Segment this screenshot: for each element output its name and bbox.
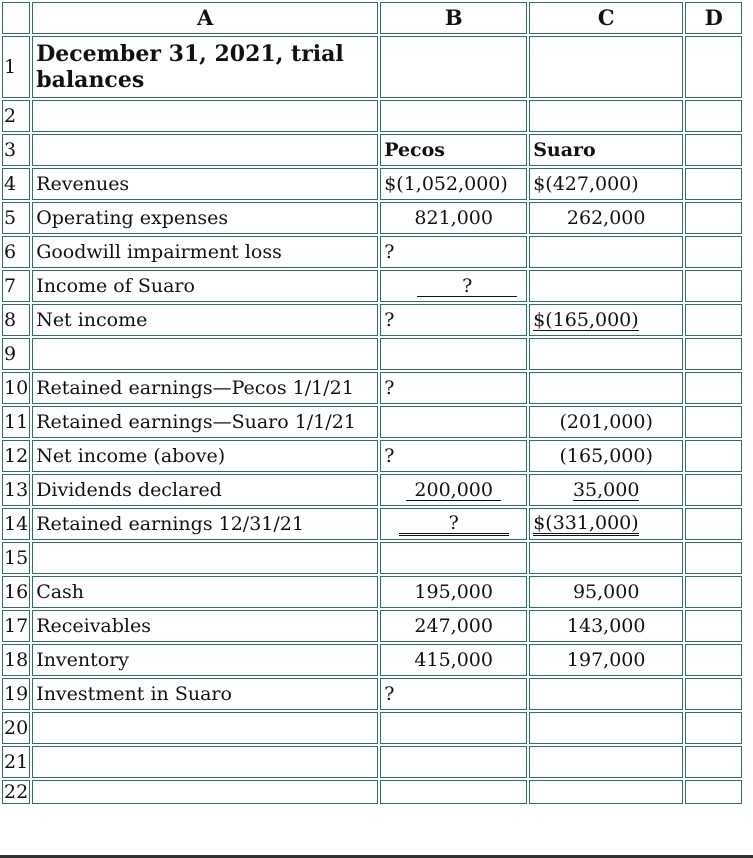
cell-b[interactable]: [380, 508, 527, 540]
cell-d[interactable]: [685, 202, 742, 234]
row-number[interactable]: 4: [2, 168, 30, 200]
table-row: [2, 236, 742, 268]
cell-a[interactable]: Retained earnings—Suaro 1/1/21: [32, 406, 378, 438]
cell-c[interactable]: [529, 236, 683, 268]
cell-d[interactable]: [685, 100, 742, 132]
underlined-value: 35,000: [572, 479, 640, 501]
cell-a[interactable]: Income of Suaro: [32, 270, 378, 302]
row-number[interactable]: 17: [2, 610, 30, 642]
cell-a[interactable]: [32, 100, 378, 132]
cell-a[interactable]: Receivables: [32, 610, 378, 642]
table-row: [2, 576, 742, 608]
cell-b[interactable]: ?: [380, 678, 527, 710]
cell-d[interactable]: [685, 270, 742, 302]
row-number[interactable]: 11: [2, 406, 30, 438]
row-number[interactable]: 9: [2, 338, 30, 370]
cell-d[interactable]: [685, 406, 742, 438]
row-number[interactable]: 5: [2, 202, 30, 234]
cell-c[interactable]: [529, 338, 683, 370]
row-number[interactable]: 13: [2, 474, 30, 506]
row-number[interactable]: 6: [2, 236, 30, 268]
cell-c[interactable]: [529, 304, 683, 336]
column-header-a[interactable]: A: [32, 2, 378, 34]
cell-b[interactable]: [380, 338, 527, 370]
cell-c[interactable]: [529, 508, 683, 540]
row-number[interactable]: 7: [2, 270, 30, 302]
corner-cell[interactable]: [2, 2, 30, 34]
cell-b[interactable]: [380, 474, 527, 506]
row-number[interactable]: 21: [2, 746, 30, 778]
cell-c[interactable]: [529, 372, 683, 404]
cell-a[interactable]: [32, 134, 378, 166]
cell-d[interactable]: [685, 236, 742, 268]
cell-d[interactable]: [685, 134, 742, 166]
cell-c[interactable]: [529, 270, 683, 302]
row-number[interactable]: 10: [2, 372, 30, 404]
cell-a[interactable]: [32, 542, 378, 574]
column-header-c[interactable]: C: [529, 2, 683, 34]
underlined-value: 200,000: [406, 480, 501, 501]
cell-a[interactable]: [32, 338, 378, 370]
double-underlined-value: $(331,000): [533, 512, 639, 534]
cell-b[interactable]: [380, 270, 527, 302]
table-row: [2, 508, 742, 540]
table-row: [2, 542, 742, 574]
table-row: [2, 440, 742, 472]
cell-d[interactable]: [685, 780, 742, 804]
row-number[interactable]: 8: [2, 304, 30, 336]
column-header-row: [2, 2, 742, 34]
cell-b[interactable]: 821,000: [380, 202, 527, 234]
cell-a[interactable]: Retained earnings 12/31/21: [32, 508, 378, 540]
cell-b[interactable]: 247,000: [380, 610, 527, 642]
cell-a[interactable]: [32, 780, 378, 804]
cell-a[interactable]: Inventory: [32, 644, 378, 676]
row-number[interactable]: 20: [2, 712, 30, 744]
cell-a[interactable]: Goodwill impairment loss: [32, 236, 378, 268]
row-number[interactable]: 14: [2, 508, 30, 540]
cell-c[interactable]: [529, 780, 683, 804]
cell-b[interactable]: [380, 780, 527, 804]
row-number[interactable]: 12: [2, 440, 30, 472]
cell-b[interactable]: [380, 100, 527, 132]
table-row: [2, 36, 742, 98]
cell-d[interactable]: [685, 474, 742, 506]
cell-c[interactable]: [529, 100, 683, 132]
cell-a[interactable]: Net income (above): [32, 440, 378, 472]
row-number[interactable]: 22: [4, 781, 29, 803]
cell-a[interactable]: Operating expenses: [32, 202, 378, 234]
cell-c[interactable]: [529, 474, 683, 506]
cell-d[interactable]: [685, 36, 742, 98]
column-header-b[interactable]: B: [380, 2, 527, 34]
cell-c[interactable]: 262,000: [529, 202, 683, 234]
column-header-d[interactable]: D: [685, 2, 742, 34]
cell-d[interactable]: [685, 644, 742, 676]
cell-b[interactable]: [380, 406, 527, 438]
row-number[interactable]: 3: [2, 134, 30, 166]
table-row: [2, 338, 742, 370]
cell-c[interactable]: 95,000: [529, 576, 683, 608]
cell-b[interactable]: [380, 746, 527, 778]
row-number[interactable]: 15: [2, 542, 30, 574]
underlined-value: ?: [417, 276, 517, 297]
table-row: [2, 406, 742, 438]
table-row: [2, 372, 742, 404]
cell-c[interactable]: $(427,000): [529, 168, 683, 200]
cell-b[interactable]: ?: [380, 372, 527, 404]
cell-a[interactable]: Retained earnings—Pecos 1/1/21: [32, 372, 378, 404]
cell-c[interactable]: 197,000: [529, 644, 683, 676]
row-number[interactable]: 18: [2, 644, 30, 676]
header-pecos[interactable]: Pecos: [380, 134, 527, 166]
cell-d[interactable]: [685, 712, 742, 744]
cell-d[interactable]: [685, 168, 742, 200]
cell-a[interactable]: [32, 712, 378, 744]
cell-d[interactable]: [685, 338, 742, 370]
row-number[interactable]: 1: [2, 36, 30, 98]
table-row: [2, 134, 742, 166]
cell-d[interactable]: [685, 372, 742, 404]
cell-d[interactable]: [685, 542, 742, 574]
table-row: [2, 474, 742, 506]
row-number[interactable]: 19: [2, 678, 30, 710]
row-number[interactable]: 16: [2, 576, 30, 608]
cell-d[interactable]: [685, 746, 742, 778]
title-cell[interactable]: December 31, 2021, trial balances: [32, 36, 378, 98]
cell-a[interactable]: Investment in Suaro: [32, 678, 378, 710]
cell-d[interactable]: [685, 440, 742, 472]
cell-a[interactable]: Revenues: [32, 168, 378, 200]
cell-b[interactable]: [380, 36, 527, 98]
cell-d[interactable]: [685, 576, 742, 608]
table-row: [2, 100, 742, 132]
cell-c[interactable]: [529, 36, 683, 98]
cell-c[interactable]: (201,000): [529, 406, 683, 438]
table-row: [2, 712, 742, 744]
table-row: [2, 610, 742, 642]
cell-d[interactable]: [685, 304, 742, 336]
cell-d[interactable]: [685, 508, 742, 540]
table-row: [2, 168, 742, 200]
cell-b[interactable]: ?: [380, 440, 527, 472]
cell-a[interactable]: Dividends declared: [32, 474, 378, 506]
table-row: [2, 644, 742, 676]
cell-b[interactable]: [380, 712, 527, 744]
table-row: [2, 304, 742, 336]
cell-d[interactable]: [685, 610, 742, 642]
double-underlined-value: ?: [399, 513, 509, 536]
underlined-value: $(165,000): [533, 309, 639, 331]
cell-c[interactable]: (165,000): [529, 440, 683, 472]
cell-b[interactable]: ?: [380, 304, 527, 336]
cell-a[interactable]: Net income: [32, 304, 378, 336]
cell-b[interactable]: ?: [380, 236, 527, 268]
cell-c[interactable]: [529, 542, 683, 574]
header-suaro[interactable]: Suaro: [529, 134, 683, 166]
table-row: [2, 270, 742, 302]
table-row: [2, 202, 742, 234]
table-row: [2, 780, 742, 804]
cell-b[interactable]: $(1,052,000): [380, 168, 527, 200]
table-row: [2, 678, 742, 710]
cell-d[interactable]: [685, 678, 742, 710]
table-row: [2, 746, 742, 778]
cell-b[interactable]: [380, 542, 527, 574]
cell-c[interactable]: [529, 678, 683, 710]
row-number[interactable]: 2: [2, 100, 30, 132]
cell-c[interactable]: [529, 746, 683, 778]
cell-a[interactable]: [32, 746, 378, 778]
cell-a[interactable]: Cash: [32, 576, 378, 608]
cell-b[interactable]: 415,000: [380, 644, 527, 676]
cell-b[interactable]: 195,000: [380, 576, 527, 608]
cell-c[interactable]: [529, 712, 683, 744]
cell-c[interactable]: 143,000: [529, 610, 683, 642]
